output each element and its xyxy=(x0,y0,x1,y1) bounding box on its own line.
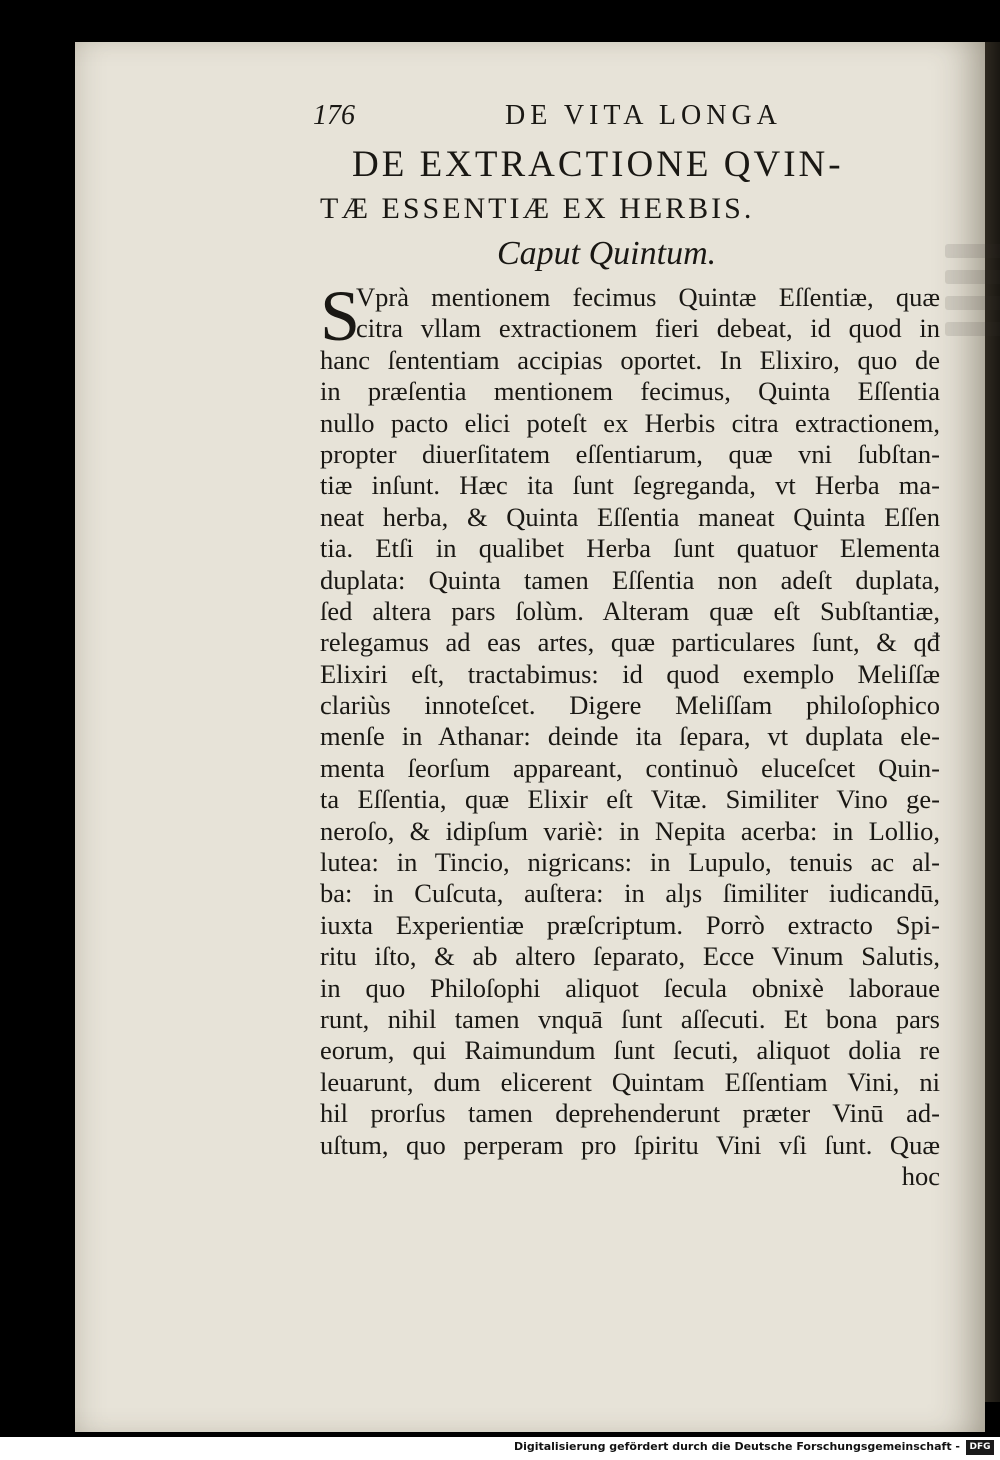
text-line: tiæ inſunt. Hæc ita ſunt ſegreganda, vt Herba ma- xyxy=(320,470,940,501)
chapter-title-line-1: DE EXTRACTIONE QVIN- xyxy=(352,144,844,185)
text-line: in præſentia mentionem fecimus, Quinta Eſſentia xyxy=(320,376,940,407)
text-line: leuarunt, dum elicerent Quintam Eſſentiam Vini, ni xyxy=(320,1066,940,1097)
text-line: in quo Philoſophi aliquot ſecula obnixè laboraue xyxy=(320,972,940,1003)
text-line: uſtum, quo perperam pro ſpiritu Vini vſi ſunt. Quæ xyxy=(320,1129,940,1160)
funding-credit: Digitalisierung gefördert durch die Deutsche Forschungsgemeinschaft - xyxy=(513,1440,960,1453)
text-line: ba: in Cuſcuta, auſtera: in alȷs ſimiliter iudicandū, xyxy=(320,878,940,909)
text-line: menta ſeorſum appareant, continuò eluceſcet Quin- xyxy=(320,752,940,783)
chapter-title-line-2: TÆ ESSENTIÆ EX HERBIS. xyxy=(320,192,755,225)
dfg-logo: DFG xyxy=(966,1440,994,1455)
text-line: clariùs innoteſcet. Digere Meliſſam philoſophico xyxy=(320,690,940,721)
page-header xyxy=(313,100,793,136)
text-line: Elixiri eſt, tractabimus: id quod exemplo Meliſſæ xyxy=(320,658,940,689)
running-title: DE VITA LONGA xyxy=(505,100,782,131)
digitization-footer xyxy=(0,1437,1000,1460)
text-line: relegamus ad eas artes, quæ particulares ſunt, & qđ xyxy=(320,627,940,658)
body-text xyxy=(320,276,940,1192)
text-line: duplata: Quinta tamen Eſſentia non adeſt duplata, xyxy=(320,564,940,595)
chapter-title xyxy=(300,142,900,230)
text-line: ſed altera pars ſolùm. Alteram quæ eſt Subſtantiæ, xyxy=(320,595,940,626)
text-line: iuxta Experientiæ præſcriptum. Porrò extracto Spi- xyxy=(320,909,940,940)
chapter-subtitle: Caput Quintum. xyxy=(497,235,717,272)
text-line: Vprà mentionem fecimus Quintæ Eſſentiæ, quæ xyxy=(356,282,940,312)
text-line: lutea: in Tincio, nigricans: in Lupulo, tenuis ac al- xyxy=(320,847,940,878)
page-number: 176 xyxy=(313,100,355,131)
drop-cap: S xyxy=(320,276,361,356)
text-line: eorum, qui Raimundum ſunt ſecuti, aliquot dolia re xyxy=(320,1035,940,1066)
catchword: hoc xyxy=(901,1160,940,1191)
text-line: neroſo, & idipſum variè: in Nepita acerba: in Lollio, xyxy=(320,815,940,846)
text-line: tia. Etſi in qualibet Herba ſunt quatuor Elementa xyxy=(320,533,940,564)
text-line: propter diuerſitatem eſſentiarum, quæ vni ſubſtan- xyxy=(320,438,940,469)
text-line: hil prorſus tamen deprehenderunt præter Vinū ad- xyxy=(320,1098,940,1129)
text-line: nullo pacto elici poteſt ex Herbis citra extractionem, xyxy=(320,407,940,438)
text-line: menſe in Athanar: deinde ita ſepara, vt duplata ele- xyxy=(320,721,940,752)
text-line: hanc ſententiam accipias oportet. In Elixiro, quo de xyxy=(320,344,940,375)
text-line: runt, nihil tamen vnquā ſunt aſſecuti. Et bona pars xyxy=(320,1003,940,1034)
text-line: citra vllam extractionem fieri debeat, id quod in xyxy=(356,313,940,344)
bleed-through-text xyxy=(945,232,1000,352)
text-line: neat herba, & Quinta Eſſentia maneat Quinta Eſſen xyxy=(320,501,940,532)
text-line: ritu iſto, & ab altero ſeparato, Ecce Vinum Salutis, xyxy=(320,941,940,972)
text-line: ta Eſſentia, quæ Elixir eſt Vitæ. Similiter Vino ge- xyxy=(320,784,940,815)
